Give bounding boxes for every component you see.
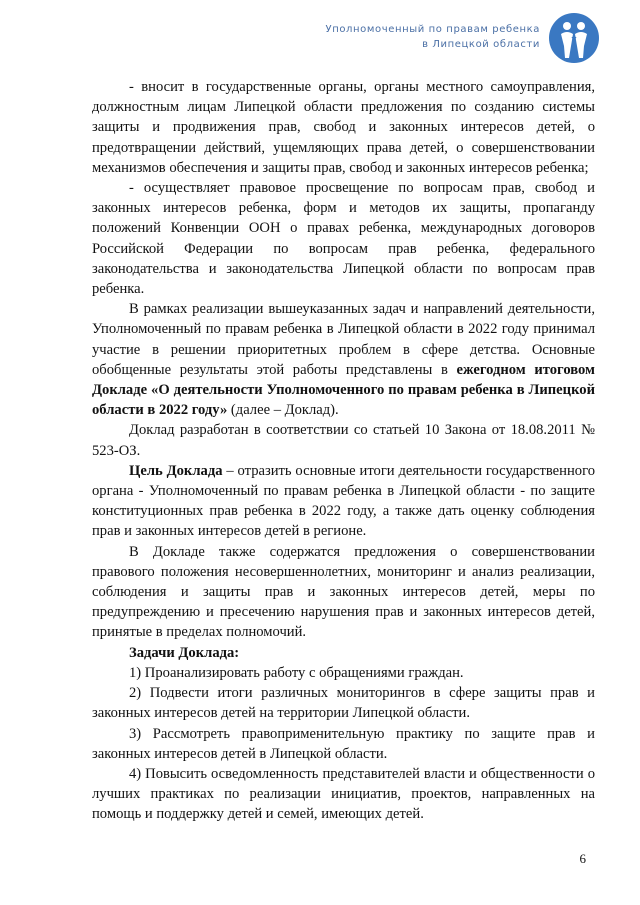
report-goal-label: Цель Доклада — [129, 462, 223, 479]
document-body — [92, 77, 595, 825]
task-item-4: 4) Повысить осведомленность представителей власти и общественности о лучших практиках по реализации инициатив, проектов, направленных на помощь и поддержку детей и семей, имеющих детей. — [92, 765, 595, 823]
paragraph-legal-education: - осуществляет правовое просвещение по вопросам прав, свобод и законных интересов ребенка, форм и методов их защиты, пропаганду положений Конвенции ООН о правах ребенка, международных договоров Российской Федерации по вопросам прав ребенка, федерального законодательства и законодательства Липецкой области по вопросам прав ребенка. — [92, 180, 595, 298]
header-line-1: Уполномоченный по правам ребенка — [325, 24, 540, 35]
paragraph-report-intro — [92, 299, 595, 420]
report-title: ежегодном итоговом Докладе «О деятельности Уполномоченного по правам ребенка в Липецкой области в 2022 году» — [92, 361, 595, 419]
header-line-2: в Липецкой области — [422, 39, 540, 50]
page-header — [0, 0, 640, 72]
page-number: 6 — [579, 851, 586, 866]
task-item-1: 1) Проанализировать работу с обращениями граждан. — [129, 664, 464, 681]
header-caption — [326, 22, 541, 52]
paragraph-report-proposals: В Докладе также содержатся предложения о совершенствовании правового положения несовершеннолетних, мониторинг и анализ реализации, соблюдения и защиты прав и законных интересов детей, меры по предупреждению и пресечению нарушения прав и законных интересов детей, принятые в пределах полномочий. — [92, 543, 595, 641]
ombudsman-logo-icon — [548, 12, 600, 64]
tasks-heading-text: Задачи Доклада: — [129, 644, 240, 661]
report-goal-text: – отразить основные итоги деятельности государственного органа - Уполномоченный по правам ребенка в Липецкой области - по защите конституционных прав ребенка в 2022 году, а также дать оценку соблюдения прав и законных интересов детей в регионе. — [92, 462, 595, 540]
report-intro-text: В рамках реализации вышеуказанных задач и направлений деятельности, Уполномоченный по правам ребенка в Липецкой области в 2022 году принимал участие в решении приоритетных проблем в сфере детства. Основные обобщенные результаты этой работы представлены в — [92, 301, 595, 378]
task-item-3: 3) Рассмотреть правоприменительную практику по защите прав и законных интересов детей в Липецкой области. — [92, 725, 595, 762]
task-item-2: 2) Подвести итоги различных мониторингов в сфере защиты прав и законных интересов детей на территории Липецкой области. — [92, 685, 595, 722]
paragraph-law-reference: Доклад разработан в соответствии со статьей 10 Закона от 18.08.2011 № 523-ОЗ. — [92, 422, 595, 459]
paragraph-report-goal — [92, 461, 595, 542]
report-intro-tail: (далее – Доклад). — [227, 402, 339, 419]
tasks-heading — [92, 643, 595, 663]
paragraph-proposals: - вносит в государственные органы, органы местного самоуправления, должностным лицам Липецкой области предложения по созданию системы защиты и продвижения прав, свобод и законных интересов детей, о предотвращении действий, ущемляющих права детей, о совершенствовании механизмов обеспечения и защиты прав, свобод и законных интересов ребенка; — [92, 79, 595, 176]
